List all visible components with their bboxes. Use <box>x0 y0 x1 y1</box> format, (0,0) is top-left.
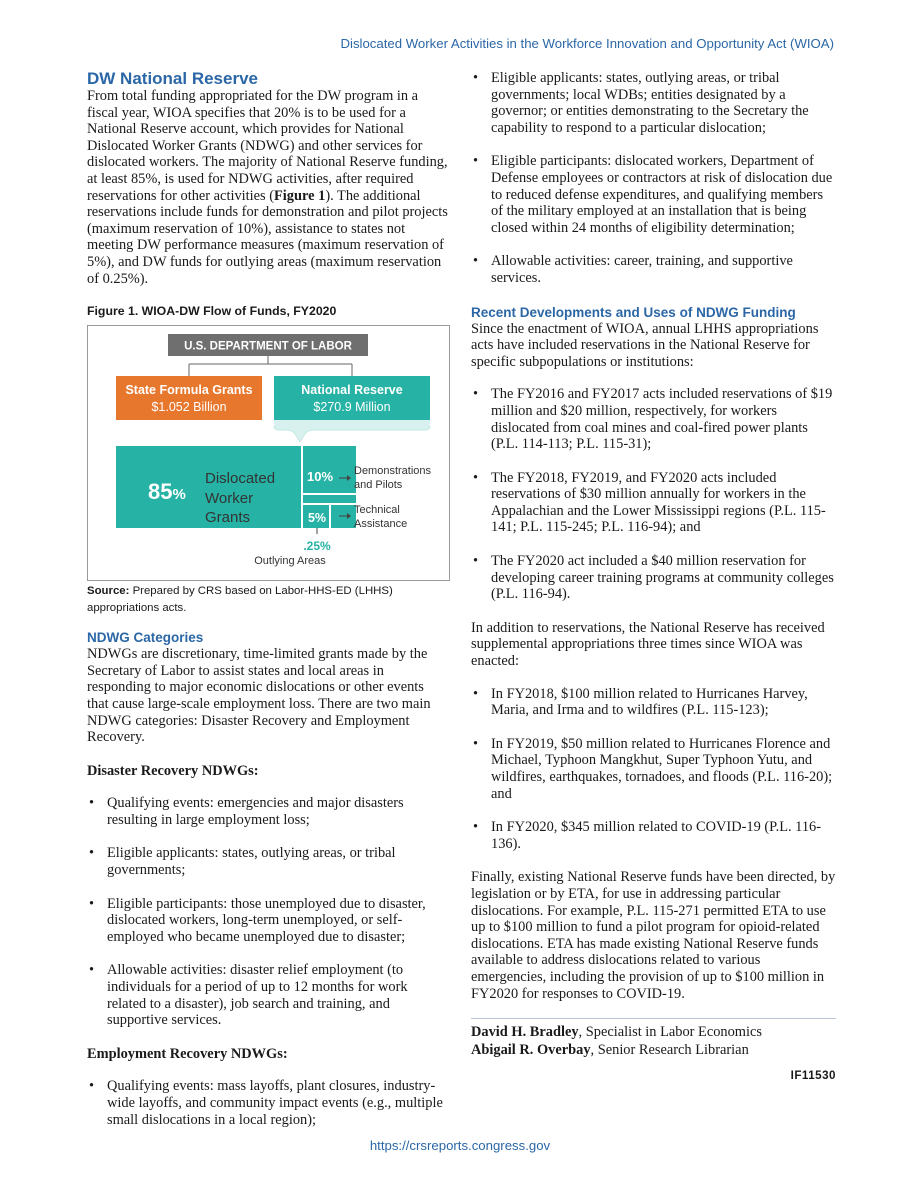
disaster-recovery-heading: Disaster Recovery NDWGs: <box>87 762 259 779</box>
final-paragraph: Finally, existing National Reserve funds have been directed, by legislation or by ETA, for use in addressing particular dislocations. For example, P.L. 115-271 permitted ETA to use up to $100 million to fund a pilot program for opioid-related dislocations. ETA has made existing National Reserve funds available to address dislocations related to various emergencies, including the provision of up to $100 million in FY2020 for responses to COVID-19. <box>471 869 836 1002</box>
dol-label: U.S. DEPARTMENT OF LABOR <box>184 340 352 353</box>
dw-grants-line1: Dislocated <box>205 470 276 488</box>
author-block <box>471 1023 836 1059</box>
author-name: Abigail R. Overbay <box>471 1042 591 1059</box>
demo-label-line2: and Pilots <box>354 479 403 492</box>
recent-developments-paragraph: Since the enactment of WIOA, annual LHHS appropriations acts have included reservations in the National Reserve for specific subpopulations or institutions: <box>471 320 819 370</box>
figure-title: Figure 1. WIOA-DW Flow of Funds, FY2020 <box>87 304 337 319</box>
employment-recovery-heading: Employment Recovery NDWGs: <box>87 1045 288 1062</box>
pct-85-value: 85% <box>148 479 186 505</box>
demo-label-line1: Demonstrations <box>354 465 432 478</box>
state-formula-grants-amount: $1.052 Billion <box>151 400 227 415</box>
section-heading-recent-developments: Recent Developments and Uses of NDWG Funding <box>471 304 796 320</box>
disaster-recovery-list <box>87 795 449 1029</box>
list-item: • Eligible applicants: states, outlying areas, or tribal governments; local WDBs; entities designated by a governor; or entities demonstrating to the Secretary the capability to respond to a particular dislocation; <box>471 70 836 136</box>
national-reserve-label: National Reserve <box>301 383 403 398</box>
list-item: • Allowable activities: career, training, and supportive services. <box>471 253 836 286</box>
figure-source: Source: Prepared by CRS based on Labor-HHS-ED (LHHS) appropriations acts. <box>87 585 393 614</box>
employment-recovery-list-continued <box>471 70 836 287</box>
footer-url[interactable]: https://crsreports.congress.gov <box>369 1138 551 1153</box>
list-item: • Eligible participants: those unemployed due to disaster, dislocated workers, long-term unemployed, or self-employed who became unemployed due to disaster; <box>87 896 449 946</box>
national-reserve-paragraph: From total funding appropriated for the DW program in a fiscal year, WIOA specifies that 20% is to be used for a National Reserve account, which provides for National Dislocated Worker Grants (NDWG) and other services for dislocated workers. The majority of National Reserve funding, at least 85%, is used for NDWG activities, after required reservations for other activities (Figure 1). The additional reservations include funds for demonstration and pilot projects (maximum reservation of 10%), assistance to states not meeting DW performance measures (maximum reservation of 5%), and DW funds for outlying areas (maximum reservation of 0.25%). <box>87 88 448 287</box>
outlying-areas-label: Outlying Areas <box>254 555 326 568</box>
pct-025-value: .25% <box>303 539 331 554</box>
list-item: • The FY2020 act included a $40 million reservation for developing career training programs at community colleges (P.L. 116-94). <box>471 553 836 603</box>
reservations-list <box>471 386 836 603</box>
list-item: • Eligible participants: dislocated workers, Department of Defense employees or contractors at risk of dislocation due to reduced defense expenditures, and qualifying members of the military employed at an installation that is being closed within 24 months of eligibility determination; <box>471 153 836 236</box>
supplemental-paragraph: In addition to reservations, the National Reserve has received supplemental appropriations three times since WIOA was enacted: <box>471 619 825 670</box>
author-line: David H. Bradley, Specialist in Labor Economics <box>471 1024 762 1041</box>
section-heading-ndwg-categories: NDWG Categories <box>87 630 204 646</box>
pct-10-value: 10% <box>306 469 334 485</box>
figure-reference[interactable]: Figure 1 <box>274 187 326 204</box>
national-reserve-amount: $270.9 Million <box>313 400 391 415</box>
list-item: • The FY2018, FY2019, and FY2020 acts included reservations of $30 million annually for workers in the Appalachian and the Lower Mississippi regions (P.L. 115-141; P.L. 115-245; P.L. 116-94); and <box>471 470 836 536</box>
dw-grants-line2: Worker <box>205 490 254 508</box>
list-item: • The FY2016 and FY2017 acts included reservations of $19 million and $20 million, respectively, for workers dislocated from coal mines and coal-fired power plants (P.L. 114-113; P.L. 115-31); <box>471 386 836 452</box>
pct-5-value: 5% <box>307 511 327 526</box>
report-id: IF11530 <box>790 1069 836 1083</box>
list-item: • Qualifying events: mass layoffs, plant closures, industry-wide layoffs, and community impact events (e.g., multiple small dislocations in a local region); <box>87 1078 449 1128</box>
left-column <box>87 70 449 1128</box>
employment-recovery-list <box>87 1078 449 1128</box>
section-heading-national-reserve: DW National Reserve <box>87 69 258 88</box>
author-name: David H. Bradley <box>471 1024 579 1041</box>
flow-of-funds-diagram <box>88 326 449 580</box>
author-line: Abigail R. Overbay, Senior Research Librarian <box>471 1042 749 1059</box>
state-formula-grants-label: State Formula Grants <box>125 383 253 398</box>
list-item: • Eligible applicants: states, outlying areas, or tribal governments; <box>87 845 449 878</box>
flow-of-funds-figure <box>87 325 450 581</box>
tech-label-line2: Assistance <box>354 518 408 531</box>
list-item: • In FY2018, $100 million related to Hurricanes Harvey, Maria, and Irma and to wildfires (P.L. 115-123); <box>471 686 836 719</box>
list-item: • Qualifying events: emergencies and major disasters resulting in large employment loss; <box>87 795 449 828</box>
supplemental-list <box>471 686 836 853</box>
list-item: • Allowable activities: disaster relief employment (to individuals for a period of up to 12 months for work related to a disaster), job search and training, and supportive services. <box>87 962 449 1028</box>
right-column <box>471 70 836 1082</box>
tech-label-line1: Technical <box>354 504 400 517</box>
ndwg-paragraph: NDWGs are discretionary, time-limited grants made by the Secretary of Labor to assist states and local areas in responding to major economic dislocations or other events that cause large-scale employment loss. There are two main NDWG categories: Disaster Recovery and Employment Recovery. <box>87 646 431 746</box>
list-item: • In FY2020, $345 million related to COVID-19 (P.L. 116-136). <box>471 819 836 852</box>
running-header: Dislocated Worker Activities in the Workforce Innovation and Opportunity Act (WIOA) <box>340 36 834 51</box>
author-divider <box>471 1018 836 1019</box>
dw-grants-line3: Grants <box>205 509 251 527</box>
list-item: • In FY2019, $50 million related to Hurricanes Florence and Michael, Typhoon Mangkhut, Super Typhoon Yutu, and wildfires, earthquakes, tornadoes, and floods (P.L. 116-20); and <box>471 736 836 802</box>
